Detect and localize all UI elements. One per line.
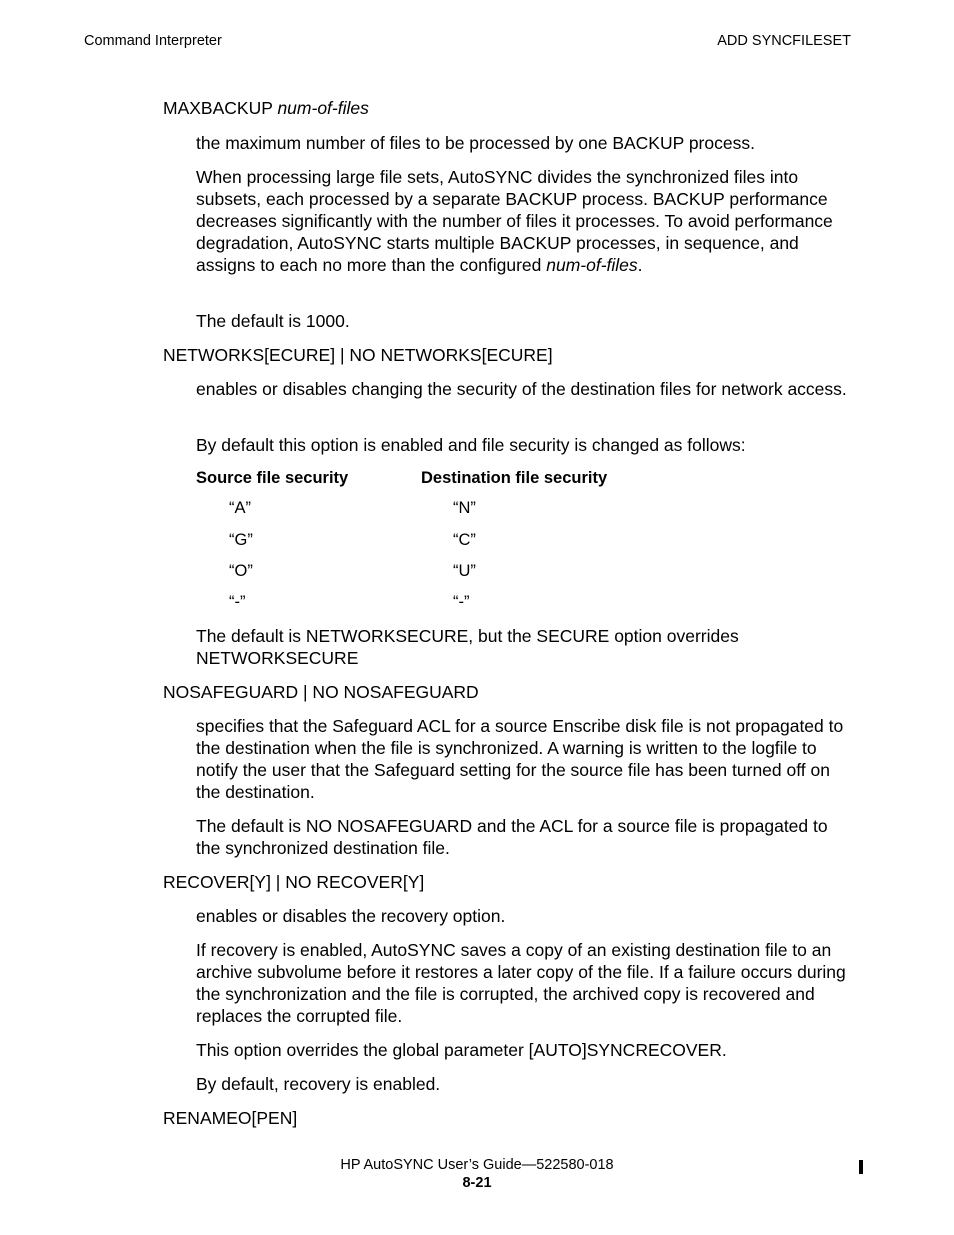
term-keyword: MAXBACKUP	[163, 98, 273, 118]
recover-description: If recovery is enabled, AutoSYNC saves a copy of an existing destination file to an archive subvolume before it restores a later copy of the file. If a failure occurs during the synchronization and the file is corrupted, the archived copy is recovered and replaces the corrupted file.	[196, 940, 846, 1026]
table-cell-destination: “C”	[453, 531, 476, 549]
table-cell-source: “G”	[229, 531, 253, 549]
term-nosafeguard: NOSAFEGUARD | NO NOSAFEGUARD	[163, 682, 479, 702]
networksecure-default: The default is NETWORKSECURE, but the SECURE option overrides NETWORKSECURE	[196, 626, 739, 668]
maxbackup-description-italic: num-of-files	[546, 255, 638, 275]
nosafeguard-default: The default is NO NOSAFEGUARD and the ACL for a source file is propagated to the synchronized destination file.	[196, 816, 828, 858]
maxbackup-description-text: When processing large file sets, AutoSYNC divides the synchronized files into subsets, each processed by a separate BACKUP process. BACKUP performance decreases significantly with the number of files it processes. To avoid performance degradation, AutoSYNC starts multiple BACKUP processes, in sequence, and assigns to each no more than the configured	[196, 167, 833, 275]
networksecure-definition: enables or disables changing the security of the destination files for network access.	[196, 379, 847, 399]
networksecure-intro: By default this option is enabled and file security is changed as follows:	[196, 435, 746, 455]
term-recover: RECOVER[Y] | NO RECOVER[Y]	[163, 872, 425, 892]
table-cell-source: “A”	[229, 499, 251, 517]
recover-definition: enables or disables the recovery option.	[196, 906, 506, 926]
term-maxbackup	[163, 97, 369, 119]
table-header-source: Source file security	[196, 469, 349, 487]
nosafeguard-definition: specifies that the Safeguard ACL for a source Enscribe disk file is not propagated to the destination when the file is synchronized. A warning is written to the logfile to notify the user that the Safeguard setting for the source file has been turned off on the destination.	[196, 716, 844, 802]
footer-title: HP AutoSYNC User’s Guide—522580-018	[340, 1157, 614, 1173]
maxbackup-description-end: .	[637, 255, 643, 275]
maxbackup-definition: the maximum number of files to be processed by one BACKUP process.	[196, 133, 755, 153]
table-header-destination: Destination file security	[421, 469, 608, 487]
running-header-right: ADD SYNCFILESET	[717, 33, 851, 49]
term-argument: num-of-files	[277, 98, 369, 118]
maxbackup-default: The default is 1000.	[196, 311, 350, 331]
recover-default: By default, recovery is enabled.	[196, 1074, 441, 1094]
term-networksecure: NETWORKS[ECURE] | NO NETWORKS[ECURE]	[163, 345, 553, 365]
table-cell-source: “-”	[229, 593, 246, 611]
table-cell-destination: “U”	[453, 562, 476, 580]
page-number: 8-21	[462, 1175, 492, 1191]
term-renameopen: RENAMEO[PEN]	[163, 1108, 298, 1128]
table-cell-destination: “N”	[453, 499, 476, 517]
running-header-left: Command Interpreter	[84, 33, 222, 49]
table-cell-destination: “-”	[453, 593, 470, 611]
table-cell-source: “O”	[229, 562, 253, 580]
maxbackup-description	[196, 166, 856, 276]
recover-override-note: This option overrides the global parameter [AUTO]SYNCRECOVER.	[196, 1040, 727, 1060]
change-bar	[859, 1160, 863, 1174]
